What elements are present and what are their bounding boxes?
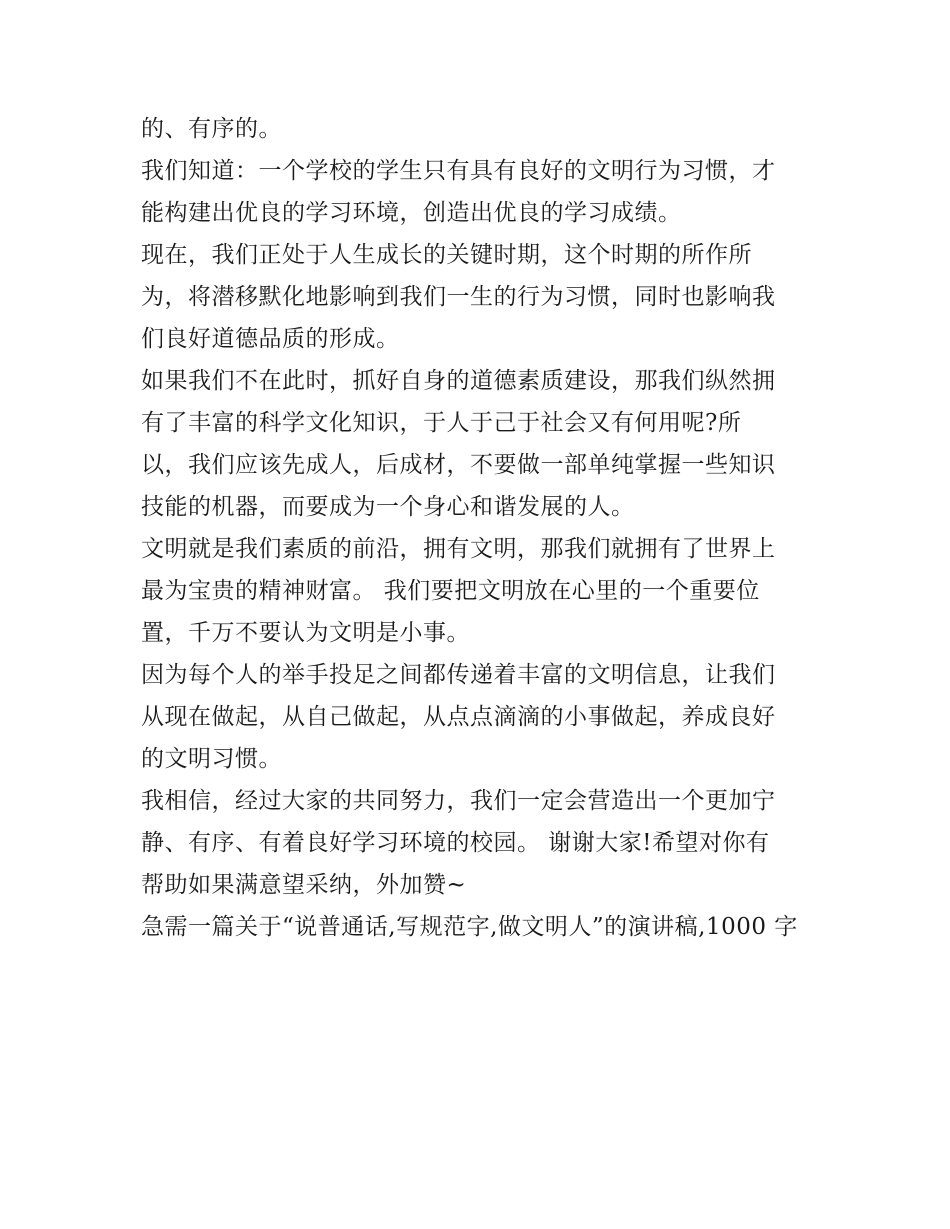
text-line: 们良好道德品质的形成。: [141, 326, 400, 352]
text-line: 为，将潜移默化地影响到我们一生的行为习惯，同时也影响我: [141, 284, 776, 310]
text-line: 急需一篇关于“说普通话,写规范字,做文明人”的演讲稿,1000 字: [141, 914, 798, 940]
text-line: 因为每个人的举手投足之间都传递着丰富的文明信息，让我们: [141, 662, 776, 688]
text-line: 如果我们不在此时，抓好自身的道德素质建设，那我们纵然拥: [141, 368, 776, 394]
text-line: 帮助如果满意望采纳，外加赞~: [141, 872, 467, 898]
text-line: 的文明习惯。: [141, 746, 282, 772]
text-line: 静、有序、有着良好学习环境的校园。 谢谢大家!希望对你有: [141, 830, 770, 856]
text-line: 现在，我们正处于人生成长的关键时期，这个时期的所作所: [141, 242, 752, 268]
text-line: 置，千万不要认为文明是小事。: [141, 620, 470, 646]
text-line: 最为宝贵的精神财富。 我们要把文明放在心里的一个重要位: [141, 578, 760, 604]
text-line: 从现在做起，从自己做起，从点点滴滴的小事做起，养成良好: [141, 704, 776, 730]
text-line: 有了丰富的科学文化知识，于人于己于社会又有何用呢?所: [141, 410, 742, 436]
text-line: 文明就是我们素质的前沿，拥有文明，那我们就拥有了世界上: [141, 536, 776, 562]
document-body: [141, 108, 821, 948]
text-line: 我相信，经过大家的共同努力，我们一定会营造出一个更加宁: [141, 788, 776, 814]
text-line: 的、有序的。: [141, 116, 282, 142]
text-line: 能构建出优良的学习环境，创造出优良的学习成绩。: [141, 200, 682, 226]
text-line: 我们知道：一个学校的学生只有具有良好的文明行为习惯，才: [141, 158, 776, 184]
text-line: 技能的机器，而要成为一个身心和谐发展的人。: [141, 494, 635, 520]
text-line: 以，我们应该先成人，后成材，不要做一部单纯掌握一些知识: [141, 452, 776, 478]
